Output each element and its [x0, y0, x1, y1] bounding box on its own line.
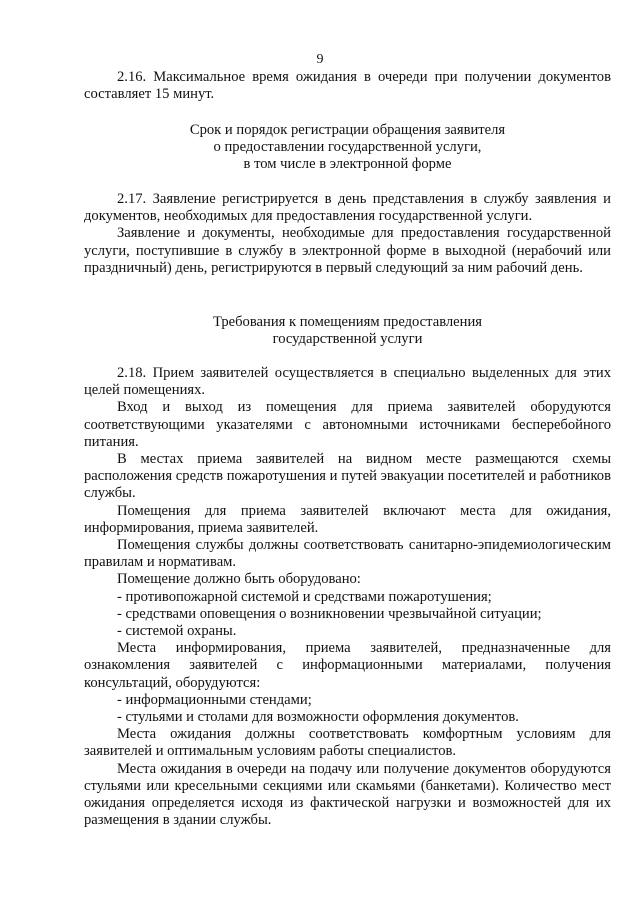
paragraph-2-17-2: Заявление и документы, необходимые для предоставления государственной услуги, поступившие в службу в электронной форме в выходной (нерабочий или праздничный) день, регистрируются в первый следующий за ним рабочий день. — [84, 225, 611, 276]
paragraph-2-18-2: Вход и выход из помещения для приема заявителей оборудуются соответствующими указателями с автономными источниками бесперебойного питания. — [84, 399, 611, 450]
heading-premises — [84, 314, 611, 348]
info-list-item: - стульями и столами для возможности оформления документов. — [117, 709, 519, 726]
section-2-18 — [84, 365, 611, 829]
paragraph-2-18-3: В местах приема заявителей на видном месте размещаются схемы расположения средств пожаротушения и путей эвакуации посетителей и работников службы. — [84, 451, 611, 502]
paragraph-2-17-1: 2.17. Заявление регистрируется в день представления в службу заявления и документов, необходимых для предоставления государственной услуги. — [84, 191, 611, 225]
section-2-16 — [84, 69, 611, 103]
heading-premises-line-2: государственной услуги — [272, 331, 423, 348]
page-number: 9 — [316, 52, 324, 67]
heading-registration — [84, 122, 611, 174]
paragraph-2-18-7: Места информирования, приема заявителей, предназначенные для ознакомления заявителей с информационными материалами, получения консультаций, оборудуются: — [84, 640, 611, 691]
equipment-list-item: - средствами оповещения о возникновении чрезвычайной ситуации; — [117, 605, 542, 622]
paragraph-2-18-5: Помещения службы должны соответствовать санитарно-эпидемиологическим правилам и нормативам. — [84, 537, 611, 571]
heading-premises-line-1: Требования к помещениям предоставления — [212, 314, 482, 330]
paragraph-2-18-1: 2.18. Прием заявителей осуществляется в специально выделенных для этих целей помещениях. — [84, 365, 611, 399]
section-2-17 — [84, 191, 611, 277]
equipment-list-item: - системой охраны. — [117, 623, 237, 640]
paragraph-2-18-6: Помещение должно быть оборудовано: — [117, 571, 361, 588]
heading-registration-line-1: Срок и порядок регистрации обращения заявителя — [189, 122, 506, 138]
paragraph-2-16: 2.16. Максимальное время ожидания в очереди при получении документов составляет 15 минут. — [84, 69, 611, 103]
heading-registration-line-3: в том числе в электронной форме — [243, 156, 452, 173]
equipment-list-item: - противопожарной системой и средствами пожаротушения; — [117, 588, 492, 605]
info-list-item: - информационными стендами; — [117, 691, 312, 708]
paragraph-2-18-8: Места ожидания должны соответствовать комфортным условиям для заявителей и оптимальным условиям работы специалистов. — [84, 726, 611, 760]
paragraph-2-18-9: Места ожидания в очереди на подачу или получение документов оборудуются стульями или кресельными секциями или скамьями (банкетами). Количество мест ожидания определяется исходя из фактической нагрузки и возможностей для их размещения в здании службы. — [84, 760, 611, 829]
paragraph-2-18-4: Помещения для приема заявителей включают места для ожидания, информирования, приема заявителей. — [84, 502, 611, 536]
heading-registration-line-2: о предоставлении государственной услуги, — [213, 139, 482, 156]
